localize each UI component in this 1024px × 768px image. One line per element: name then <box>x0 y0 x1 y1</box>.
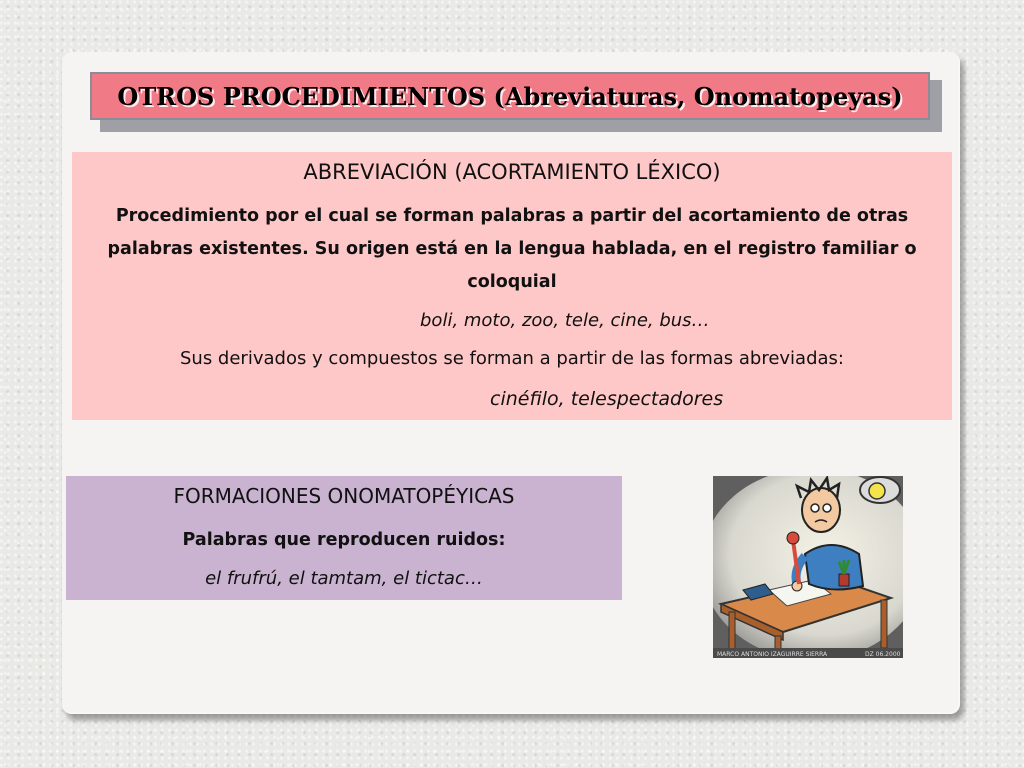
abreviacion-definition: Procedimiento por el cual se forman palabras a partir del acortamiento de otras palabras existentes. Su origen está en la lengua hablada, en el registro familiar o coloquial <box>107 206 917 292</box>
abreviacion-panel <box>72 152 952 420</box>
lamp-icon <box>860 477 900 503</box>
onomatopeyas-subtitle: Palabras que reproducen ruidos: <box>182 530 506 550</box>
onomatopeyas-panel <box>66 476 622 600</box>
illustration-caption-right: DZ 06.2000 <box>865 651 901 658</box>
onomatopeyas-examples: el frufrú, el tamtam, el tictac… <box>205 568 483 589</box>
title-banner <box>90 72 930 120</box>
slide-title: OTROS PROCEDIMIENTOS (Abreviaturas, Onomatopeyas) <box>117 81 903 111</box>
abreviacion-derivados-examples: cinéfilo, telespectadores <box>490 388 724 410</box>
illustration-caption-left: MARCO ANTONIO IZAGUIRRE SIERRA <box>717 651 828 658</box>
abreviacion-examples: boli, moto, zoo, tele, cine, bus… <box>420 310 710 331</box>
onomatopeyas-heading: FORMACIONES ONOMATOPÉYICAS <box>173 484 515 508</box>
abreviacion-derivados: Sus derivados y compuestos se forman a partir de las formas abreviadas: <box>180 348 844 369</box>
student-desk-illustration <box>713 476 903 658</box>
abreviacion-heading: ABREVIACIÓN (ACORTAMIENTO LÉXICO) <box>303 160 721 184</box>
